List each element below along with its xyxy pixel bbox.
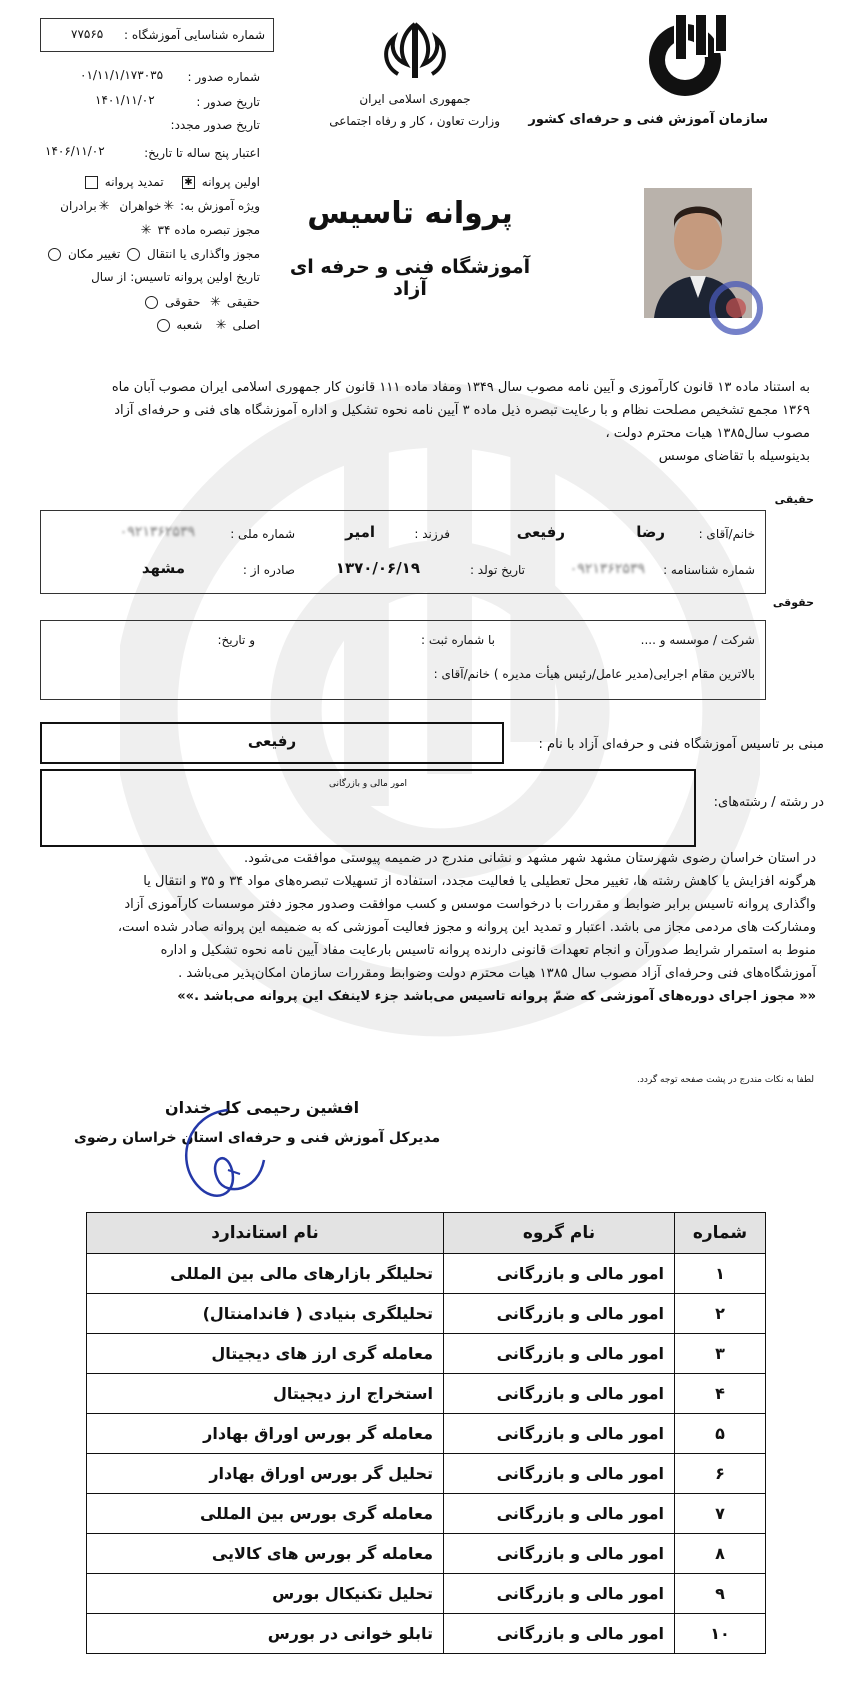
row-standard: معامله گری ارز های دیجیتال <box>87 1334 444 1374</box>
institute-name: رفیعی <box>247 732 297 750</box>
birth-date-value: ۱۳۷۰/۰۶/۱۹ <box>335 559 420 577</box>
body-line-5: منوط به استمرار شرایط صدورآن و انجام تعهدات قانونی دارنده پروانه تاسیس بارعایت مفاد آیین نامه نحوه تشکیل و اداره <box>160 943 816 958</box>
row-number: ۴ <box>675 1374 766 1414</box>
institute-id-box <box>40 18 274 52</box>
row-number: ۳ <box>675 1334 766 1374</box>
table-row <box>87 1334 766 1374</box>
issue-number-value: ۰۱/۱۱/۱/۱۷۳۰۳۵ <box>80 68 164 82</box>
renew-label: تمدید پروانه <box>104 175 164 189</box>
row-standard: معامله گری بورس بین المللی <box>87 1494 444 1534</box>
table-header-row <box>87 1213 766 1254</box>
title-label: خانم/آقای : <box>698 527 755 541</box>
row-group: امور مالی و بازرگانی <box>444 1574 675 1614</box>
doc-title: پروانه تاسیس <box>307 196 513 231</box>
field-label: در رشته / رشته‌های: <box>713 795 824 810</box>
sisters-label: خواهران <box>119 199 162 213</box>
row-standard: تابلو خوانی در بورس <box>87 1614 444 1654</box>
first-license-label: اولین پروانه <box>201 175 260 189</box>
org-name: سازمان آموزش فنی و حرفه‌ای کشور <box>528 112 768 127</box>
company-label: شرکت / موسسه و .... <box>640 633 755 647</box>
row-number: ۶ <box>675 1454 766 1494</box>
legal-section-label: حقوقی <box>772 596 814 609</box>
real-person-box <box>40 510 766 594</box>
org-logo-icon <box>640 10 750 100</box>
row-standard: معامله گر بورس اوراق بهادار <box>87 1414 444 1454</box>
relocate-label: تغییر مکان <box>67 247 121 261</box>
first-name: رضا <box>636 523 665 541</box>
relocate-radio <box>48 248 61 261</box>
branch-label: شعبه <box>176 318 203 332</box>
main-branch-row <box>154 318 260 333</box>
manager-label: بالاترین مقام اجرایی(مدیر عامل/رئیس هیأت مدیره ) خانم/آقای : <box>433 667 755 681</box>
national-id-value: ۰۹۲۱۳۶۲۵۳۹ <box>119 524 195 540</box>
body-line-2: هرگونه افزایش یا کاهش رشته ها، تغییر محل تعطیلی یا فعالیت مجدد، استفاده از تسهیلات تبصره‌های مواد ۳۴ و ۳۵ و انتقال یا <box>143 874 816 889</box>
table-row <box>87 1534 766 1574</box>
table-row <box>87 1294 766 1334</box>
body-line-1: در استان خراسان رضوی شهرستان مشهد شهر مشهد و نشانی مندرج در ضمیمه پیوستی موافقت می‌شود. <box>243 851 816 866</box>
license-type-row <box>82 175 260 189</box>
note34-radio: ✳ <box>140 223 152 238</box>
row-number: ۱۰ <box>675 1614 766 1654</box>
row-number: ۱ <box>675 1254 766 1294</box>
row-group: امور مالی و بازرگانی <box>444 1294 675 1334</box>
table-row <box>87 1254 766 1294</box>
table-row <box>87 1574 766 1614</box>
issue-date-label: تاریخ صدور : <box>196 95 260 109</box>
reissue-date-label: تاریخ صدور مجدد: <box>170 118 260 132</box>
row-standard: تحلیل تکنیکال بورس <box>87 1574 444 1614</box>
table-row <box>87 1414 766 1454</box>
issue-date-value: ۱۴۰۱/۱۱/۰۲ <box>95 93 155 107</box>
emblem-icon <box>372 20 458 82</box>
last-name: رفیعی <box>516 523 565 541</box>
back-note: لطفا به نکات مندرج در پشت صفحه توجه گردد. <box>637 1075 814 1085</box>
body-line-6: آموزشگاه‌های فنی وحرفه‌ای آزاد مصوب سال ۱۳۸۵ هیات محترم دولت وضوابط ومقررات سازمان امکان‌پذیر می‌باشد . <box>178 966 816 981</box>
legal-radio <box>145 296 158 309</box>
issued-from-value: مشهد <box>141 559 185 577</box>
body-line-4: ومشارکت های مردمی مجاز می باشد. اعتبار و تمدید این پروانه و مجوز فعالیت آموزشی که به ضمیمه این پروانه صادر شده است، <box>117 920 816 935</box>
special-for-row <box>60 199 260 214</box>
row-group: امور مالی و بازرگانی <box>444 1614 675 1654</box>
intro-line-2: ۱۳۶۹ مجمع تشخیص مصلحت نظام و با رعایت تبصره ذیل ماده ۳ آیین نامه نحوه تشکیل و اداره آموزشگاه های فنی و حرفه‌ای آزاد <box>114 403 810 418</box>
intro-paragraph <box>40 376 810 468</box>
row-standard: معامله گر بورس های کالایی <box>87 1534 444 1574</box>
signer-name: افشین رحیمی کل خندان <box>165 1098 360 1117</box>
main-radio: ✳ <box>215 318 227 333</box>
row-number: ۲ <box>675 1294 766 1334</box>
transfer-radio <box>127 248 140 261</box>
stamp-icon <box>708 280 764 336</box>
national-id-label: شماره ملی : <box>230 527 295 541</box>
institute-name-box <box>40 722 504 764</box>
note34-label: مجوز تبصره ماده ۳۴ <box>157 223 260 237</box>
row-number: ۸ <box>675 1534 766 1574</box>
row-standard: تحلیل گر بورس اوراق بهادار <box>87 1454 444 1494</box>
main-label: اصلی <box>232 318 260 332</box>
issue-number-label: شماره صدور : <box>187 70 260 84</box>
id-number-label: شماره شناسنامه : <box>663 563 755 577</box>
legal-date-label: و تاریخ: <box>217 633 255 647</box>
field-value: امور مالی و بازرگانی <box>328 779 408 789</box>
row-group: امور مالی و بازرگانی <box>444 1254 675 1294</box>
intro-line-4: بدینوسیله با تقاضای موسس <box>658 449 810 464</box>
row-group: امور مالی و بازرگانی <box>444 1374 675 1414</box>
real-label: حقیقی <box>226 295 260 309</box>
first-license-checkbox: ✱ <box>182 176 195 189</box>
transfer-label: مجوز واگذاری یا انتقال <box>146 247 260 261</box>
institute-id-value: ۷۷۵۶۵ <box>71 27 104 41</box>
institute-id-label: شماره شناسایی آموزشگاه : <box>124 28 265 42</box>
real-section-label: حقیقی <box>774 493 814 506</box>
sisters-radio: ✳ <box>163 199 175 214</box>
field-box <box>40 769 696 847</box>
institute-name-label: مبنی بر تاسیس آموزشگاه فنی و حرفه‌ای آزاد با نام : <box>538 737 824 752</box>
renew-checkbox <box>85 176 98 189</box>
legal-person-box <box>40 620 766 700</box>
row-group: امور مالی و بازرگانی <box>444 1534 675 1574</box>
id-number-value: ۰۹۲۱۳۶۲۵۳۹ <box>569 561 645 577</box>
validity-label: اعتبار پنج ساله تا تاریخ: <box>144 146 260 160</box>
table-row <box>87 1494 766 1534</box>
signer-position: مدیرکل آموزش فنی و حرفه‌ای استان خراسان رضوی <box>74 1130 441 1146</box>
ministry-name: وزارت تعاون ، کار و رفاه اجتماعی <box>329 114 500 128</box>
transfer-row <box>45 247 260 261</box>
validity-value: ۱۴۰۶/۱۱/۰۲ <box>45 144 105 158</box>
doc-subtitle: آموزشگاه فنی و حرفه ای آزاد <box>289 256 531 300</box>
child-of-label: فرزند : <box>414 527 450 541</box>
standards-table <box>86 1212 766 1654</box>
branch-radio <box>157 319 170 332</box>
intro-line-1: به استناد ماده ۱۳ قانون کارآموزی و آیین نامه مصوب سال ۱۳۴۹ ومفاد ماده ۱۱۱ قانون کار جمهوری اسلامی ایران مصوب آبان ماه <box>111 380 810 395</box>
birth-date-label: تاریخ تولد : <box>469 563 525 577</box>
col-standard-header: نام استاندارد <box>87 1213 444 1254</box>
real-radio: ✳ <box>210 295 221 310</box>
body-paragraph <box>40 847 816 1008</box>
row-number: ۵ <box>675 1414 766 1454</box>
table-row <box>87 1374 766 1414</box>
row-number: ۹ <box>675 1574 766 1614</box>
row-standard: تحلیلگری بنیادی ( فاندامنتال) <box>87 1294 444 1334</box>
col-number-header: شماره <box>675 1213 766 1254</box>
first-date-label: تاریخ اولین پروانه تاسیس: از سال <box>91 270 260 284</box>
note34-row <box>139 223 260 238</box>
reg-number-label: با شماره ثبت : <box>421 633 495 647</box>
body-line-7: «« مجوز اجرای دوره‌های آموزشی که ضمّ پروانه تاسیس می‌باشد جزء لاینفک این پروانه می‌باشد .»» <box>177 989 816 1004</box>
brothers-radio: ✳ <box>98 199 110 214</box>
table-row <box>87 1454 766 1494</box>
row-group: امور مالی و بازرگانی <box>444 1414 675 1454</box>
row-number: ۷ <box>675 1494 766 1534</box>
signature-scribble <box>168 1100 288 1210</box>
body-line-3: واگذاری پروانه تاسیس برابر ضوابط و مقررات با درخواست موسس و کسب موافقت وصدور مجوز دفتر موسسات کارآموزی آزاد <box>124 897 816 912</box>
intro-line-3: مصوب سال۱۳۸۵ هیات محترم دولت ، <box>605 426 810 441</box>
row-standard: تحلیلگر بازارهای مالی بین المللی <box>87 1254 444 1294</box>
brothers-label: برادران <box>60 199 97 213</box>
issued-from-label: صادره از : <box>242 563 295 577</box>
row-group: امور مالی و بازرگانی <box>444 1454 675 1494</box>
row-group: امور مالی و بازرگانی <box>444 1494 675 1534</box>
real-legal-row <box>142 295 260 310</box>
col-group-header: نام گروه <box>444 1213 675 1254</box>
row-group: امور مالی و بازرگانی <box>444 1334 675 1374</box>
country-name: جمهوری اسلامی ایران <box>359 92 471 106</box>
row-standard: استخراج ارز دیجیتال <box>87 1374 444 1414</box>
legal-label: حقوقی <box>165 295 201 309</box>
special-for-label: ویژه آموزش به: <box>180 199 260 213</box>
father-name: امیر <box>345 523 375 541</box>
table-row <box>87 1614 766 1654</box>
